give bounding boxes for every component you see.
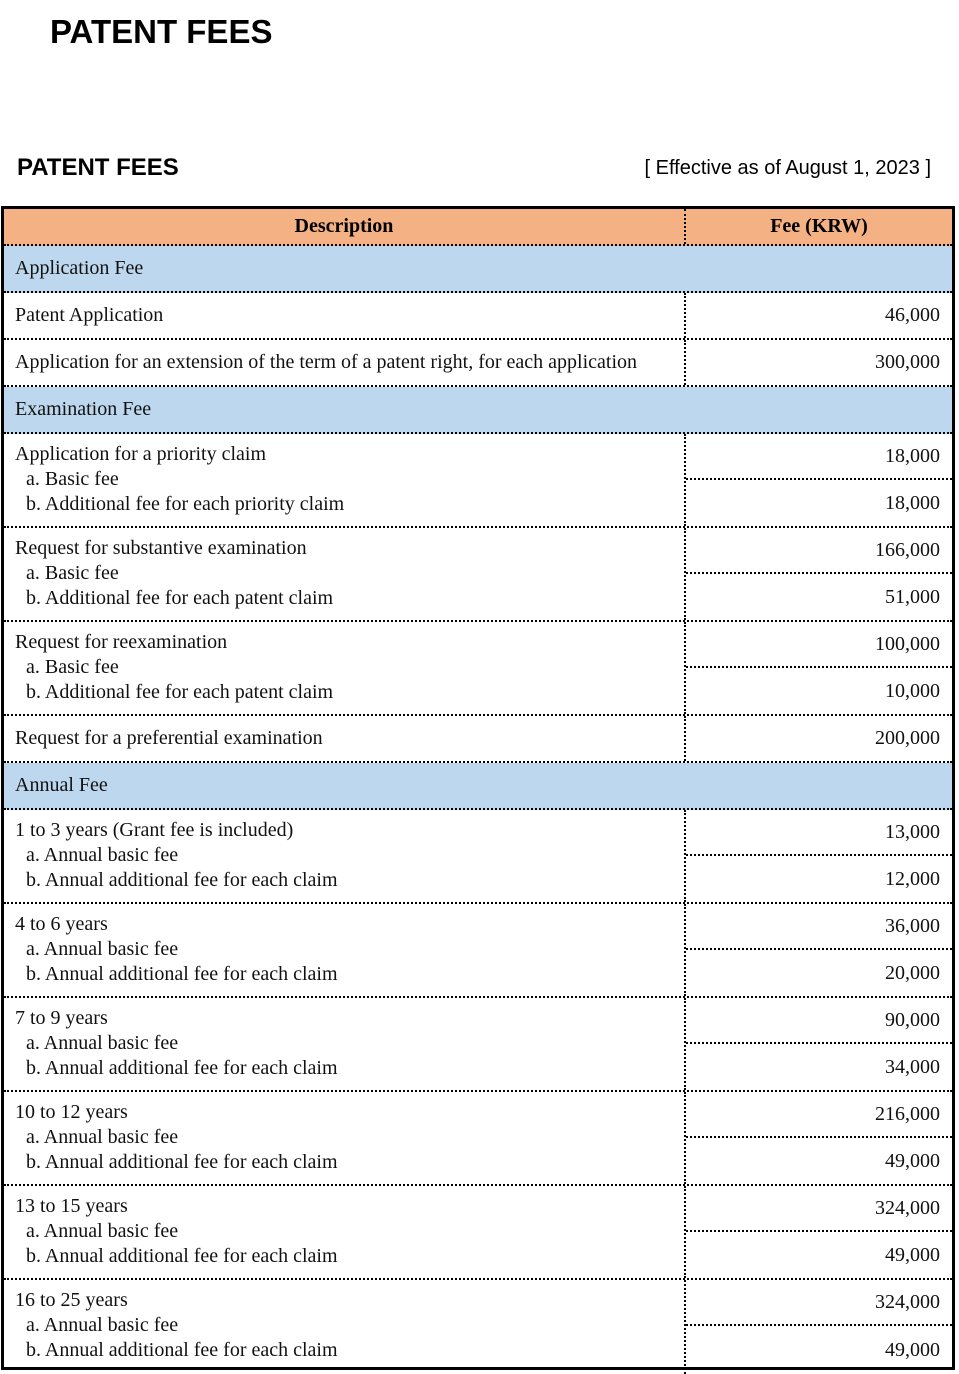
table-row xyxy=(4,1280,952,1374)
fee-value: 324,000 xyxy=(686,1186,952,1232)
table-row xyxy=(4,1186,952,1280)
table-row xyxy=(4,528,952,622)
table-row xyxy=(4,340,952,387)
fee-value: 12,000 xyxy=(885,867,940,890)
fee-value: 49,000 xyxy=(885,1338,940,1361)
fee-cell-group xyxy=(684,622,952,714)
description-cell xyxy=(4,1186,684,1278)
description-cell xyxy=(4,293,684,338)
fee-item-title: 13 to 15 years xyxy=(15,1195,128,1217)
table-header-row xyxy=(4,209,952,246)
fee-item-subline: a. Annual basic fee xyxy=(26,1314,179,1336)
table-row xyxy=(4,810,952,904)
fee-item-title: 10 to 12 years xyxy=(15,1101,128,1123)
fee-cell-group xyxy=(684,1092,952,1184)
description-cell xyxy=(4,528,684,620)
table-row xyxy=(4,998,952,1092)
fee-value: 51,000 xyxy=(885,585,940,608)
fee-item-subline: a. Basic fee xyxy=(26,468,119,490)
fee-cell-group xyxy=(684,528,952,620)
section-row xyxy=(4,246,952,293)
fee-item-subline: a. Annual basic fee xyxy=(26,1220,179,1242)
fee-cell-group xyxy=(684,716,952,761)
fee-value: 100,000 xyxy=(686,622,952,668)
fee-value: 216,000 xyxy=(686,1092,952,1138)
description-column-header: Description xyxy=(294,215,394,237)
fee-cell-group xyxy=(684,810,952,902)
table-row xyxy=(4,1092,952,1186)
fee-value: 324,000 xyxy=(686,1280,952,1326)
description-cell xyxy=(4,1092,684,1184)
fee-cell-group xyxy=(684,340,952,385)
fee-value: 49,000 xyxy=(885,1243,940,1266)
fee-item-subline: a. Annual basic fee xyxy=(26,1032,179,1054)
description-cell xyxy=(4,998,684,1090)
fee-table xyxy=(1,206,955,1370)
table-row xyxy=(4,434,952,528)
table-row xyxy=(4,293,952,340)
fee-item-subline: b. Additional fee for each patent claim xyxy=(26,587,334,609)
fee-item-subline: b. Additional fee for each priority claim xyxy=(26,493,345,515)
description-cell xyxy=(4,340,684,385)
description-cell xyxy=(4,716,684,761)
fee-item-title: Request for substantive examination xyxy=(15,537,307,559)
description-cell xyxy=(4,810,684,902)
fee-item-subline: b. Additional fee for each patent claim xyxy=(26,681,334,703)
fee-value: 46,000 xyxy=(885,304,940,326)
fee-cell-group xyxy=(684,904,952,996)
fee-cell-group xyxy=(684,434,952,526)
fee-item-title: 4 to 6 years xyxy=(15,913,108,935)
fee-item-title: Request for reexamination xyxy=(15,631,228,653)
fee-cell-group xyxy=(684,1186,952,1278)
fee-value: 300,000 xyxy=(875,351,940,373)
fee-value: 200,000 xyxy=(875,727,940,749)
fee-item-subline: a. Annual basic fee xyxy=(26,1126,179,1148)
fee-item-title: Request for a preferential examination xyxy=(15,727,323,749)
fee-item-subline: b. Annual additional fee for each claim xyxy=(26,963,338,985)
section-label: Application Fee xyxy=(15,257,144,279)
fee-item-title: 16 to 25 years xyxy=(15,1289,128,1311)
section-label: Annual Fee xyxy=(15,774,108,796)
page-title: PATENT FEES xyxy=(50,13,273,50)
fee-item-subline: b. Annual additional fee for each claim xyxy=(26,1339,338,1361)
fee-item-title: 1 to 3 years (Grant fee is included) xyxy=(15,819,294,841)
fee-value: 90,000 xyxy=(686,998,952,1044)
section-row xyxy=(4,763,952,810)
fee-item-subline: a. Basic fee xyxy=(26,656,119,678)
description-cell xyxy=(4,904,684,996)
fee-value: 13,000 xyxy=(686,810,952,856)
fee-value: 10,000 xyxy=(885,679,940,702)
fee-cell-group xyxy=(684,998,952,1090)
table-row xyxy=(4,904,952,998)
fee-value: 166,000 xyxy=(686,528,952,574)
effective-date: [ Effective as of August 1, 2023 ] xyxy=(644,157,931,179)
fee-item-subline: b. Annual additional fee for each claim xyxy=(26,1057,338,1079)
fee-item-subline: a. Annual basic fee xyxy=(26,844,179,866)
fee-value: 20,000 xyxy=(885,961,940,984)
fee-item-title: Application for a priority claim xyxy=(15,443,267,465)
description-cell xyxy=(4,434,684,526)
fee-item-subline: a. Basic fee xyxy=(26,562,119,584)
fee-cell-group xyxy=(684,293,952,338)
fee-value: 49,000 xyxy=(885,1149,940,1172)
fee-item-subline: b. Annual additional fee for each claim xyxy=(26,1151,338,1173)
fee-value: 36,000 xyxy=(686,904,952,950)
section-label: Examination Fee xyxy=(15,398,152,420)
section-row xyxy=(4,387,952,434)
fee-value: 34,000 xyxy=(885,1055,940,1078)
description-cell xyxy=(4,1280,684,1374)
fee-value: 18,000 xyxy=(686,434,952,480)
fee-item-subline: b. Annual additional fee for each claim xyxy=(26,869,338,891)
fee-item-subline: a. Annual basic fee xyxy=(26,938,179,960)
fee-item-subline: b. Annual additional fee for each claim xyxy=(26,1245,338,1267)
fee-column-header: Fee (KRW) xyxy=(684,209,952,244)
fee-item-title: Patent Application xyxy=(15,304,164,326)
fee-value: 18,000 xyxy=(885,491,940,514)
fee-item-title: Application for an extension of the term of a patent right, for each application xyxy=(15,351,638,373)
fee-cell-group xyxy=(684,1280,952,1374)
table-title: PATENT FEES xyxy=(17,154,179,181)
table-row xyxy=(4,716,952,763)
description-cell xyxy=(4,622,684,714)
fee-item-title: 7 to 9 years xyxy=(15,1007,108,1029)
table-row xyxy=(4,622,952,716)
